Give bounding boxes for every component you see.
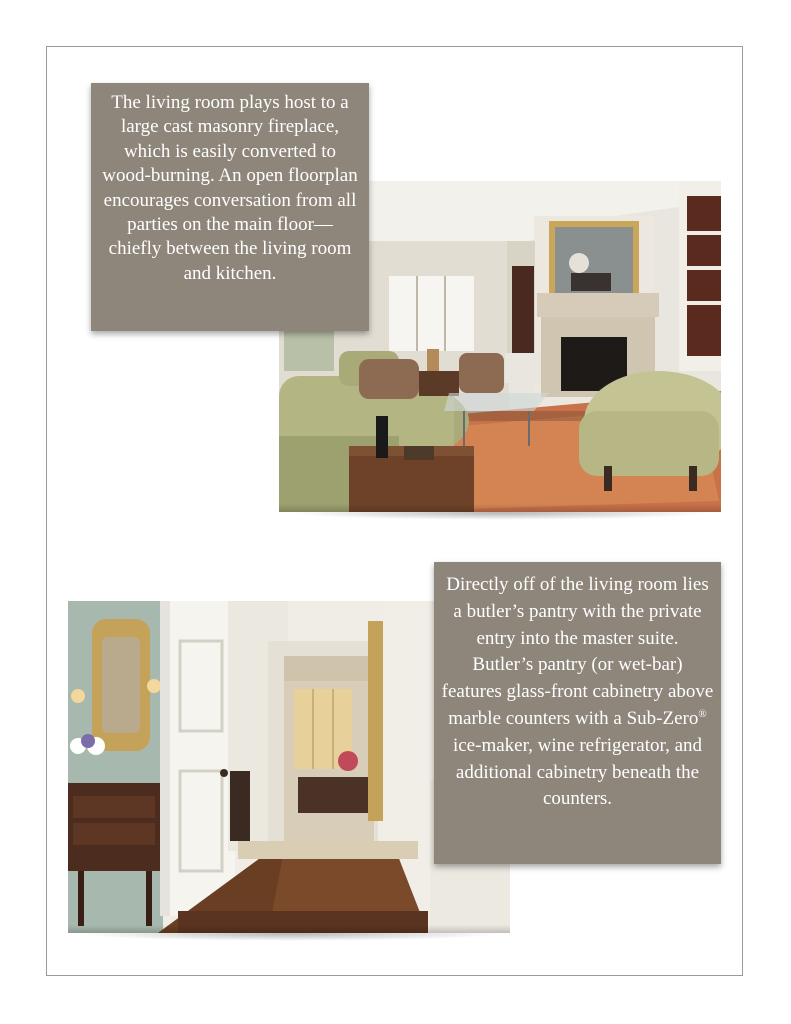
living-room-caption: The living room plays host to a large cast masonry fireplace, which is easily converted to wood-burning. An open floorplan encourages conversation from all parties on the main floor— chiefly between the living room and kitchen. xyxy=(102,92,358,284)
pantry-caption-features-start: Butler’s pantry (or wet-bar) features glass-front cabinetry above marble counters with a Sub-Zero xyxy=(441,654,714,729)
registered-mark: ® xyxy=(698,707,707,720)
living-room-caption-box xyxy=(91,83,369,331)
pantry-caption-box xyxy=(434,562,721,864)
pantry-caption-features xyxy=(440,652,715,813)
pantry-caption-features-end: ice-maker, wine refrigerator, and additional cabinetry beneath the counters. xyxy=(452,734,703,810)
pantry-caption-intro: Directly off of the living room lies a butler’s pantry with the private entry into the master suite. xyxy=(446,574,709,649)
